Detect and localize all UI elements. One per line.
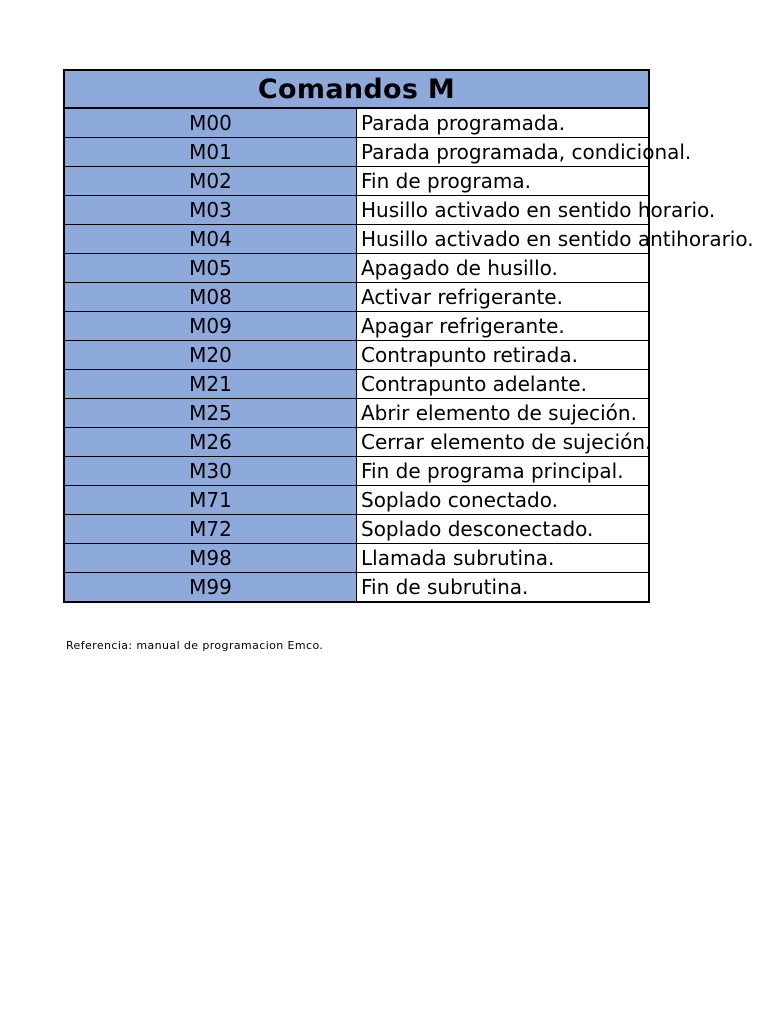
table-row: [64, 108, 649, 138]
command-code: M98: [64, 544, 357, 573]
command-description: Abrir elemento de sujeción.: [357, 399, 650, 428]
table-header-row: [64, 70, 649, 108]
m-commands-table: [63, 69, 754, 603]
table-row: [64, 515, 649, 544]
command-code: M72: [64, 515, 357, 544]
table-row: [64, 138, 649, 167]
command-code: M03: [64, 196, 357, 225]
table-row: [64, 428, 649, 457]
command-code: M09: [64, 312, 357, 341]
table-row: [64, 370, 649, 399]
command-code: M05: [64, 254, 357, 283]
command-description: Fin de programa.: [357, 167, 650, 196]
table-row: [64, 341, 649, 370]
table-row: [64, 457, 649, 486]
command-code: M30: [64, 457, 357, 486]
command-code: M26: [64, 428, 357, 457]
command-code: M00: [64, 108, 357, 138]
command-description: Fin de programa principal.: [357, 457, 650, 486]
command-description: Fin de subrutina.: [357, 573, 650, 603]
table-row: [64, 573, 649, 603]
table-row: [64, 312, 649, 341]
command-code: M08: [64, 283, 357, 312]
table-row: [64, 225, 649, 254]
table-title: Comandos M: [64, 70, 649, 108]
command-description: Parada programada, condicional.: [357, 138, 650, 167]
command-description: Husillo activado en sentido horario.: [357, 196, 650, 225]
table-row: [64, 196, 649, 225]
table-row: [64, 486, 649, 515]
reference-note: Referencia: manual de programacion Emco.: [66, 639, 324, 652]
command-code: M21: [64, 370, 357, 399]
table-row: [64, 544, 649, 573]
command-code: M25: [64, 399, 357, 428]
command-code: M01: [64, 138, 357, 167]
command-code: M04: [64, 225, 357, 254]
command-description: Cerrar elemento de sujeción.: [357, 428, 650, 457]
table-body: [64, 108, 754, 602]
command-description: Soplado conectado.: [357, 486, 650, 515]
table-row: [64, 283, 649, 312]
command-description: Soplado desconectado.: [357, 515, 650, 544]
table-row: [64, 167, 649, 196]
table-row: [64, 399, 649, 428]
command-code: M71: [64, 486, 357, 515]
command-code: M20: [64, 341, 357, 370]
command-description: Llamada subrutina.: [357, 544, 650, 573]
command-code: M02: [64, 167, 357, 196]
command-description: Activar refrigerante.: [357, 283, 650, 312]
command-description: Apagado de husillo.: [357, 254, 650, 283]
command-description: Apagar refrigerante.: [357, 312, 650, 341]
table-row: [64, 254, 649, 283]
command-description: Contrapunto retirada.: [357, 341, 650, 370]
command-description: Parada programada.: [357, 108, 650, 138]
command-description: Contrapunto adelante.: [357, 370, 650, 399]
command-description: Husillo activado en sentido antihorario.: [357, 225, 650, 254]
command-code: M99: [64, 573, 357, 603]
